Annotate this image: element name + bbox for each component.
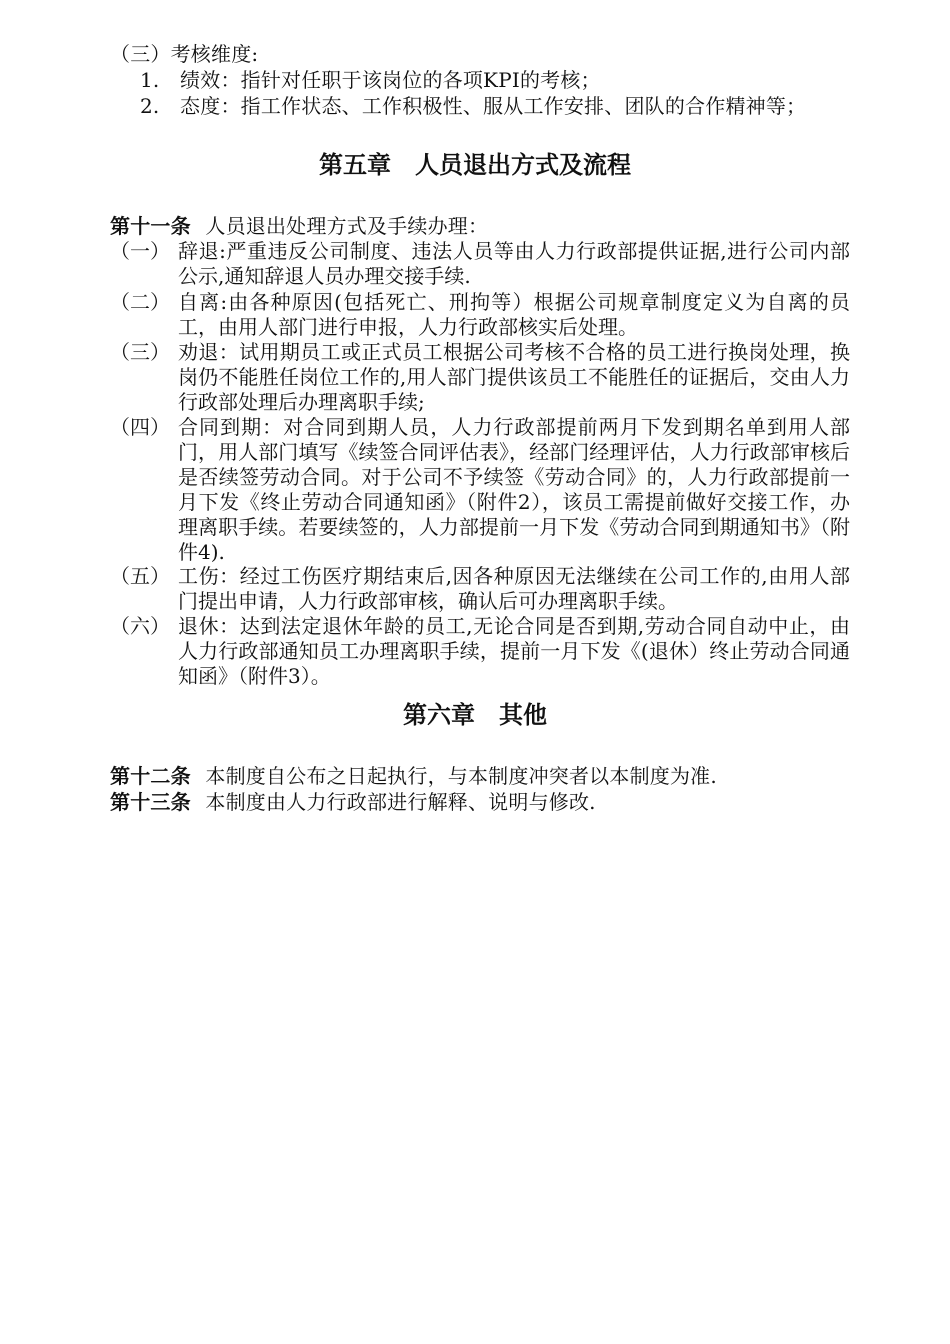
item-marker: （三） [110,340,170,364]
section-heading: （三）考核维度: [110,42,259,66]
article-line [110,763,717,789]
list-item [110,239,850,289]
article-text: 人员退出处理方式及手续办理： [205,214,489,238]
article-label: 第十一条 [110,214,191,238]
list-text: 态度：指工作状态、工作积极性、服从工作安排、团队的合作精神等； [180,94,807,118]
list-item [110,564,850,614]
chapter-title: 第五章 人员退出方式及流程 [319,150,631,179]
list-number: 2. [140,94,160,118]
article-label: 第十三条 [110,790,191,814]
list-number: 1. [140,68,160,92]
chapter-title: 第六章 其他 [403,700,547,729]
item-marker: （一） [110,239,170,263]
item-text: 辞退:严重违反公司制度、违法人员等由人力行政部提供证据,进行公司内部公示,通知辞退人员办理交接手续. [178,239,850,288]
article-label: 第十二条 [110,764,191,788]
item-text: 自离:由各种原因(包括死亡、刑拘等）根据公司规章制度定义为自离的员工，由用人部门进行申报，人力行政部核实后处理。 [178,290,850,339]
item-marker: （五） [110,564,170,588]
list-item [110,415,850,565]
item-text: 劝退：试用期员工或正式员工根据公司考核不合格的员工进行换岗处理，换岗仍不能胜任岗位工作的,用人部门提供该员工不能胜任的证据后，交由人力行政部处理后办理离职手续; [178,340,850,414]
list-item [110,614,850,689]
item-text: 合同到期：对合同到期人员，人力行政部提前两月下发到期名单到用人部门，用人部门填写《续签合同评估表》，经部门经理评估，人力行政部审核后是否续签劳动合同。对于公司不予续签《劳动合同》的，人力行政部提前一月下发《终止劳动合同通知函》（附件2），该员工需提前做好交接工作，办理离职手续。若要续签的，人力部提前一月下发《劳动合同到期通知书》（附件4). [178,415,850,564]
article-line [110,789,596,815]
item-text: 退休：达到法定退休年龄的员工,无论合同是否到期,劳动合同自动中止，由人力行政部通知员工办理离职手续，提前一月下发《(退休）终止劳动合同通知函》（附件3）。 [178,614,850,688]
item-marker: （四） [110,415,170,439]
list-text: 绩效：指针对任职于该岗位的各项KPI的考核； [180,68,601,92]
item-marker: （六） [110,614,170,638]
item-text: 工伤：经过工伤医疗期结束后,因各种原因无法继续在公司工作的,由用人部门提出申请，人力行政部审核，确认后可办理离职手续。 [178,564,850,613]
article-text: 本制度自公布之日起执行，与本制度冲突者以本制度为准. [205,764,717,788]
item-marker: （二） [110,290,170,314]
list-item [110,340,850,415]
article-line [110,213,488,239]
list-item [140,67,601,93]
list-item [140,93,806,119]
article-text: 本制度由人力行政部进行解释、说明与修改. [205,790,596,814]
list-item [110,290,850,340]
